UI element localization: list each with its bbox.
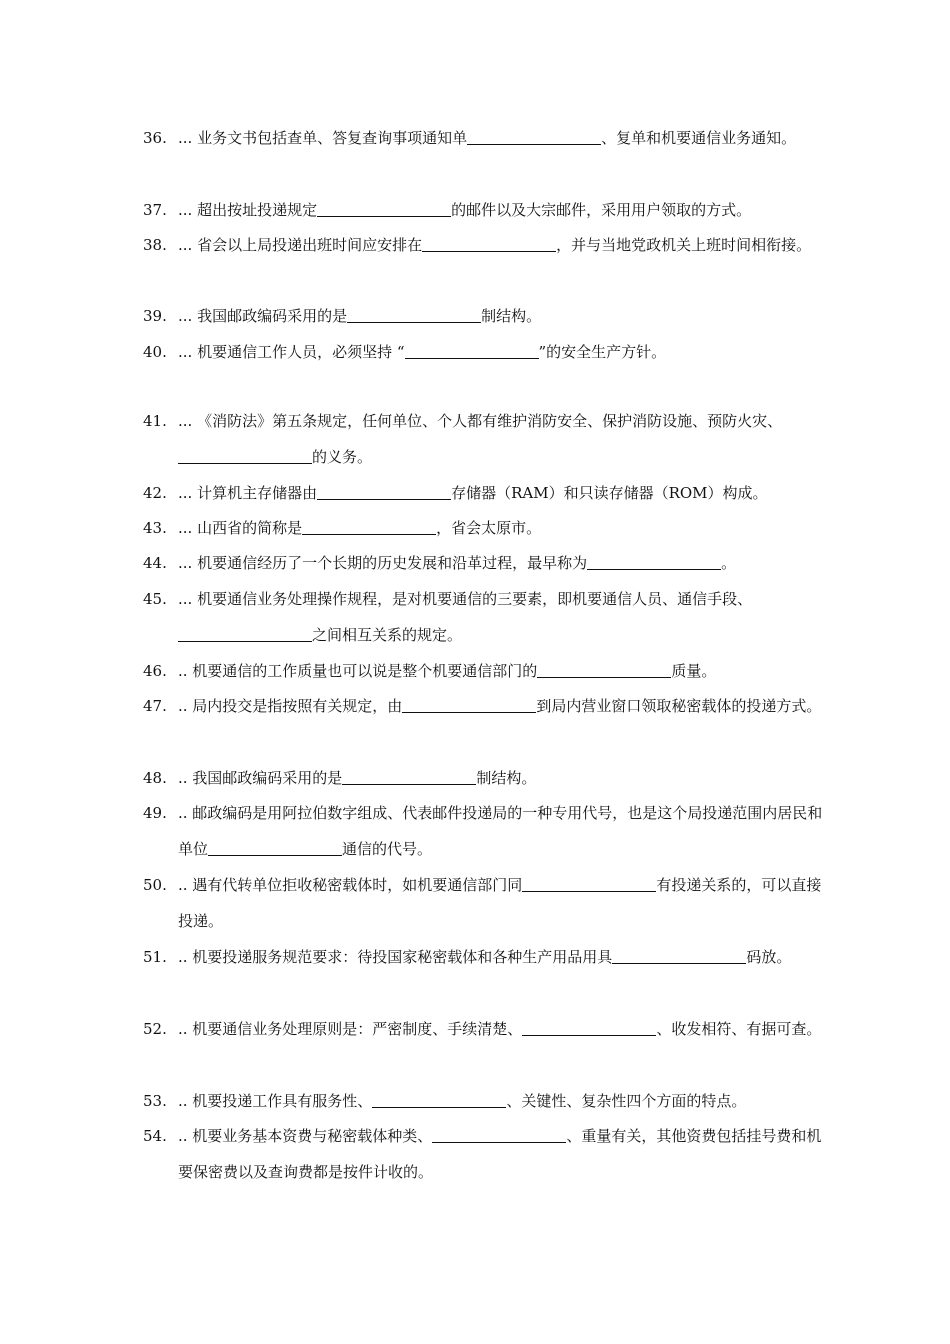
- answer-blank[interactable]: [178, 445, 312, 464]
- question-text: ... 机要通信经历了一个长期的历史发展和沿革过程，最早称为 。: [178, 545, 823, 581]
- question-number: 40.: [143, 343, 167, 361]
- question-number: 48.: [143, 769, 167, 787]
- question-number: 42.: [143, 484, 167, 502]
- answer-blank[interactable]: [347, 304, 481, 323]
- question-number: 47.: [143, 697, 167, 715]
- question-41: [143, 403, 823, 475]
- question-number: 37.: [143, 201, 167, 219]
- question-text: ... 业务文书包括查单、答复查询事项通知单 、复单和机要通信业务通知。: [178, 120, 823, 156]
- answer-blank[interactable]: [467, 126, 601, 145]
- answer-blank[interactable]: [342, 766, 476, 785]
- question-text: ... 机要通信业务处理操作规程，是对机要通信的三要素，即机要通信人员、通信手段、之间相互关系的规定。: [178, 590, 753, 644]
- answer-blank[interactable]: [178, 623, 312, 642]
- question-53: [143, 1083, 823, 1119]
- question-text: ... 机要通信工作人员，必须坚持 “ ”的安全生产方针。: [178, 334, 823, 370]
- answer-blank[interactable]: [317, 198, 451, 217]
- question-text: .. 机要业务基本资费与秘密载体种类、 、重量有关，其他资费包括挂号费和机要保密费以及查询费都是按件计收的。: [178, 1118, 823, 1190]
- question-number: 38.: [143, 236, 167, 254]
- answer-blank[interactable]: [537, 659, 671, 678]
- answer-blank[interactable]: [317, 481, 451, 500]
- question-38: [143, 227, 823, 263]
- question-49: [143, 795, 823, 867]
- question-text: ... 山西省的简称是 ，省会太原市。: [178, 510, 823, 546]
- question-52: [143, 1011, 823, 1047]
- question-number: 51.: [143, 948, 167, 966]
- question-text: .. 遇有代转单位拒收秘密载体时，如机要通信部门同 有投递关系的，可以直接投递。: [178, 867, 823, 939]
- question-42: [143, 475, 823, 511]
- question-text: .. 机要通信业务处理原则是：严密制度、手续清楚、 、收发相符、有据可查。: [178, 1011, 823, 1047]
- question-number: 54.: [143, 1127, 167, 1145]
- question-text: .. 局内投交是指按照有关规定，由 到局内营业窗口领取秘密载体的投递方式。: [178, 688, 823, 724]
- question-36: [143, 120, 823, 156]
- question-number: 46.: [143, 662, 167, 680]
- answer-blank[interactable]: [612, 945, 746, 964]
- question-45: [143, 581, 823, 653]
- answer-blank[interactable]: [208, 837, 342, 856]
- question-47: [143, 688, 823, 724]
- question-46: [143, 653, 823, 689]
- question-37: [143, 192, 823, 228]
- question-number: 49.: [143, 804, 167, 822]
- answer-blank[interactable]: [372, 1089, 506, 1108]
- question-50: [143, 867, 823, 939]
- answer-blank[interactable]: [302, 516, 436, 535]
- question-number: 43.: [143, 519, 167, 537]
- answer-blank[interactable]: [402, 694, 536, 713]
- question-54: [143, 1118, 823, 1190]
- question-number: 50.: [143, 876, 167, 894]
- question-text: .. 邮政编码是用阿拉伯数字组成、代表邮件投递局的一种专用代号，也是这个局投递范围内居民和单位 通信的代号。: [178, 804, 823, 858]
- question-number: 39.: [143, 307, 167, 325]
- question-text: .. 机要投递工作具有服务性、 、关键性、复杂性四个方面的特点。: [178, 1083, 823, 1119]
- question-43: [143, 510, 823, 546]
- answer-blank[interactable]: [432, 1124, 566, 1143]
- answer-blank[interactable]: [405, 340, 539, 359]
- answer-blank[interactable]: [422, 233, 556, 252]
- answer-blank[interactable]: [522, 1017, 656, 1036]
- question-40: [143, 334, 823, 370]
- question-text: .. 我国邮政编码采用的是 制结构。: [178, 760, 823, 796]
- question-44: [143, 545, 823, 581]
- question-number: 45.: [143, 590, 167, 608]
- question-number: 44.: [143, 554, 167, 572]
- question-number: 53.: [143, 1092, 167, 1110]
- question-number: 36.: [143, 129, 167, 147]
- question-text: ... 计算机主存储器由 存储器（RAM）和只读存储器（ROM）构成。: [178, 475, 823, 511]
- question-text: ... 《消防法》第五条规定，任何单位、个人都有维护消防安全、保护消防设施、预防火灾、的义务。: [178, 412, 783, 466]
- question-number: 41.: [143, 412, 167, 430]
- question-text: .. 机要通信的工作质量也可以说是整个机要通信部门的 质量。: [178, 653, 823, 689]
- question-text: ... 省会以上局投递出班时间应安排在 ，并与当地党政机关上班时间相衔接。: [178, 227, 823, 263]
- question-48: [143, 760, 823, 796]
- question-number: 52.: [143, 1020, 167, 1038]
- question-39: [143, 298, 823, 334]
- question-text: ... 我国邮政编码采用的是 制结构。: [178, 298, 823, 334]
- question-text: .. 机要投递服务规范要求：待投国家秘密载体和各种生产用品用具 码放。: [178, 939, 823, 975]
- question-51: [143, 939, 823, 975]
- answer-blank[interactable]: [587, 551, 721, 570]
- question-text: ... 超出按址投递规定 的邮件以及大宗邮件，采用用户领取的方式。: [178, 192, 823, 228]
- answer-blank[interactable]: [522, 873, 656, 892]
